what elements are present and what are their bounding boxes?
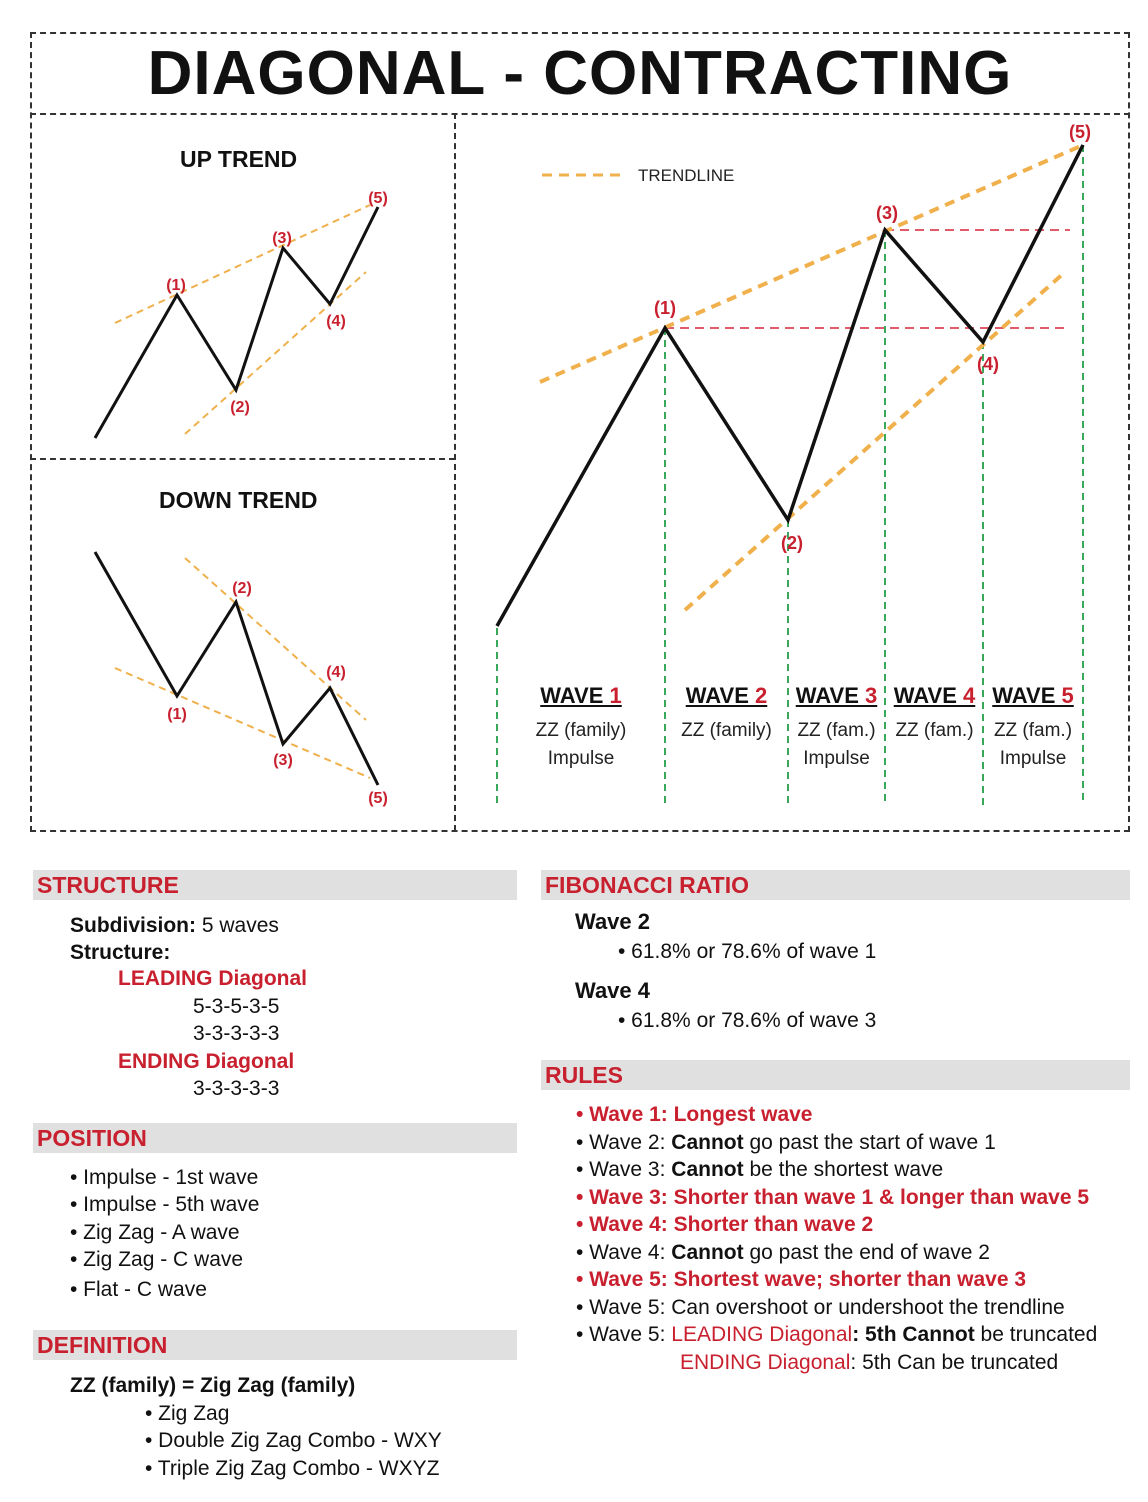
main-wave-line [497, 145, 1083, 626]
up-label-1: (1) [166, 277, 186, 294]
position-heading: POSITION [33, 1123, 517, 1153]
wave-3-line1: ZZ (fam.) [797, 720, 876, 741]
wave-5-label [985, 683, 1081, 773]
definition-item-2: • Double Zig Zag Combo - WXY [145, 1429, 442, 1452]
subdivision-label: Subdivision: [70, 914, 196, 937]
position-item-2: • Impulse - 5th wave [70, 1193, 260, 1216]
definition-heading: DEFINITION [33, 1330, 517, 1360]
position-item-1: • Impulse - 1st wave [70, 1166, 259, 1189]
wave-3-number: 3 [865, 683, 878, 708]
wave-1-label [515, 683, 647, 773]
up-label-4: (4) [326, 313, 346, 330]
subdivision-line [70, 914, 279, 938]
fib-wave2-value: • 61.8% or 78.6% of wave 1 [618, 940, 877, 963]
rule-2: • Wave 2: Cannot go past the start of wave 1 [576, 1131, 996, 1154]
up-label-2: (2) [230, 399, 250, 416]
rule-9: • Wave 5: LEADING Diagonal: 5th Cannot be truncated [576, 1323, 1098, 1346]
ending-diagonal-label: ENDING Diagonal [118, 1050, 295, 1073]
down-label-5: (5) [368, 790, 388, 807]
rule-10: ENDING Diagonal: 5th Can be truncated [680, 1351, 1059, 1374]
definition-term: ZZ (family) = Zig Zag (family) [70, 1374, 356, 1397]
rules-heading: RULES [541, 1060, 1130, 1090]
wave-3-prefix: WAVE [795, 683, 865, 708]
rule-8: • Wave 5: Can overshoot or undershoot the trendline [576, 1296, 1065, 1319]
structure-heading: STRUCTURE [33, 870, 517, 900]
leading-diagonal-label: LEADING Diagonal [118, 967, 308, 990]
structure-label: Structure: [70, 941, 171, 964]
leading-value-2: 3-3-3-3-3 [193, 1022, 280, 1045]
position-item-4: • Zig Zag - C wave [70, 1248, 244, 1271]
wave-3-label [790, 683, 883, 773]
wave-4-label [888, 683, 981, 745]
down-trend-title: DOWN TREND [159, 487, 318, 513]
down-label-3: (3) [273, 752, 293, 769]
leading-value-1: 5-3-5-3-5 [193, 995, 280, 1018]
wave-4-prefix: WAVE [893, 683, 963, 708]
down-label-1: (1) [167, 706, 187, 723]
definition-item-1: • Zig Zag [145, 1402, 230, 1425]
rule-4: • Wave 3: Shorter than wave 1 & longer than wave 5 [576, 1186, 1090, 1209]
main-label-5: (5) [1069, 122, 1091, 142]
wave-2-label [670, 683, 783, 745]
legend-trendline-label: TRENDLINE [638, 166, 735, 185]
wave-5-number: 5 [1061, 683, 1074, 708]
rule-5: • Wave 4: Shorter than wave 2 [576, 1213, 874, 1236]
fib-wave4-value: • 61.8% or 78.6% of wave 3 [618, 1009, 877, 1032]
position-item-5: • Flat - C wave [70, 1278, 207, 1301]
up-label-5: (5) [368, 190, 388, 207]
up-label-3: (3) [272, 230, 292, 247]
main-label-2: (2) [781, 533, 803, 553]
down-label-2: (2) [232, 580, 252, 597]
wave-5-prefix: WAVE [992, 683, 1062, 708]
wave-4-number: 4 [963, 683, 976, 708]
lower-trendline [685, 272, 1065, 610]
upper-trendline [540, 145, 1083, 382]
wave-5-line1: ZZ (fam.) [993, 720, 1073, 741]
rule-1: • Wave 1: Longest wave [576, 1103, 813, 1126]
wave-3-line2: Impulse [803, 748, 870, 769]
fibonacci-heading: FIBONACCI RATIO [541, 870, 1130, 900]
down-label-4: (4) [326, 664, 346, 681]
wave-1-prefix: WAVE [540, 683, 610, 708]
wave-1-line1: ZZ (family) [535, 720, 627, 741]
main-label-3: (3) [876, 203, 898, 223]
subdivision-value: 5 waves [196, 914, 279, 937]
up-trend-title: UP TREND [180, 146, 298, 172]
rule-3: • Wave 3: Cannot be the shortest wave [576, 1158, 944, 1181]
wave-2-prefix: WAVE [685, 683, 755, 708]
ending-value-1: 3-3-3-3-3 [193, 1077, 280, 1100]
wave-4-line1: ZZ (fam.) [895, 720, 974, 741]
main-label-1: (1) [654, 298, 676, 318]
wave-2-line1: ZZ (family) [681, 720, 772, 741]
definition-item-3: • Triple Zig Zag Combo - WXYZ [145, 1457, 440, 1480]
wave-1-line2: Impulse [547, 748, 615, 769]
rule-7: • Wave 5: Shortest wave; shorter than wave 3 [576, 1268, 1027, 1291]
page-title: DIAGONAL - CONTRACTING [147, 39, 1013, 108]
rule-6: • Wave 4: Cannot go past the end of wave 2 [576, 1241, 990, 1264]
wave-2-number: 2 [755, 683, 768, 708]
wave-1-number: 1 [609, 683, 622, 708]
fib-wave2-label: Wave 2 [575, 909, 651, 934]
position-item-3: • Zig Zag - A wave [70, 1221, 240, 1244]
wave-5-line2: Impulse [999, 748, 1067, 769]
fib-wave4-label: Wave 4 [575, 978, 651, 1003]
main-label-4: (4) [977, 354, 999, 374]
